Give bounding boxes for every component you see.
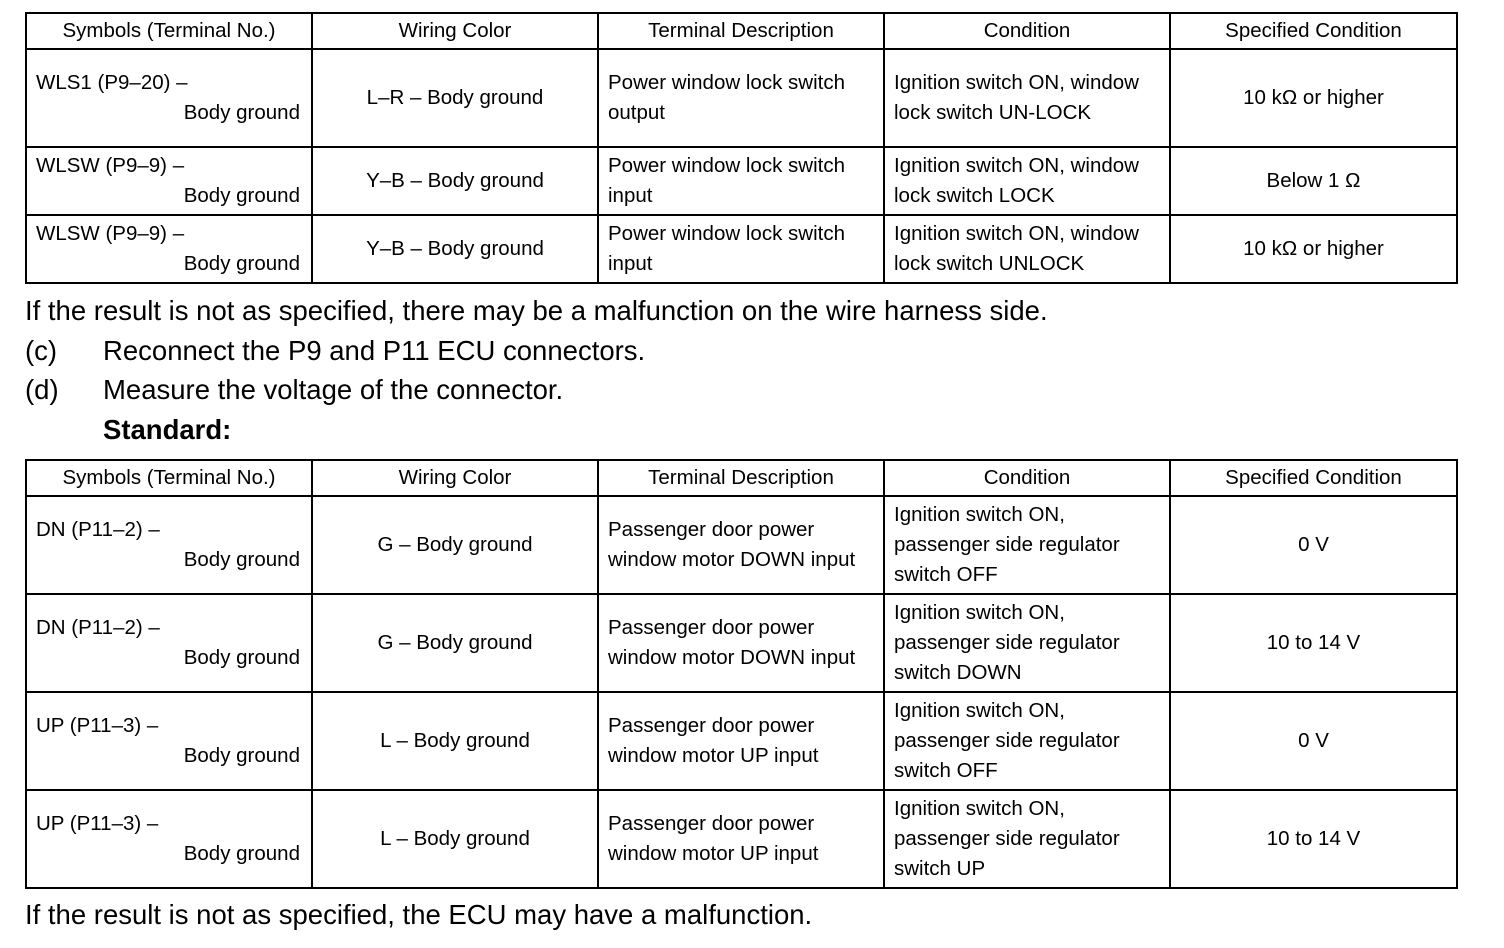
symbol-cell (26, 215, 312, 283)
wiring-color-cell: L–R – Body ground (312, 49, 598, 147)
table-row (26, 692, 1457, 790)
resistance-spec-table (25, 12, 1458, 284)
step-label: (c) (25, 335, 58, 366)
table-row (26, 49, 1457, 147)
symbol-terminal: DN (P11–2) – (36, 518, 160, 541)
specified-condition-cell: 10 to 14 V (1170, 790, 1457, 888)
symbol-ground: Body ground (183, 252, 300, 275)
column-header-wiring-color: Wiring Color (312, 13, 598, 49)
harness-malfunction-note: If the result is not as specified, there may be a malfunction on the wire harness side. (25, 295, 1048, 326)
condition-cell: Ignition switch ON, window lock switch UNLOCK (884, 215, 1170, 283)
symbol-cell (26, 496, 312, 594)
table-header-row (26, 13, 1457, 49)
condition-cell: Ignition switch ON, passenger side regulator switch DOWN (884, 594, 1170, 692)
condition-cell: Ignition switch ON, passenger side regulator switch OFF (884, 496, 1170, 594)
specified-condition-cell: 10 kΩ or higher (1170, 215, 1457, 283)
specified-condition-cell: 10 to 14 V (1170, 594, 1457, 692)
wiring-color-cell: L – Body ground (312, 692, 598, 790)
symbol-terminal: WLSW (P9–9) – (36, 222, 185, 245)
terminal-description-cell: Passenger door power window motor UP input (598, 692, 884, 790)
terminal-description-cell: Power window lock switch input (598, 215, 884, 283)
terminal-description-cell: Power window lock switch output (598, 49, 884, 147)
specified-condition-cell: 10 kΩ or higher (1170, 49, 1457, 147)
specified-condition-cell: 0 V (1170, 496, 1457, 594)
column-header-wiring-color: Wiring Color (312, 460, 598, 496)
wiring-color-cell: G – Body ground (312, 594, 598, 692)
terminal-description-cell: Power window lock switch input (598, 147, 884, 215)
symbol-ground: Body ground (183, 646, 300, 669)
symbol-ground: Body ground (183, 744, 300, 767)
symbol-ground: Body ground (183, 101, 300, 124)
table-row (26, 790, 1457, 888)
voltage-spec-table (25, 459, 1458, 889)
wiring-color-cell: Y–B – Body ground (312, 215, 598, 283)
column-header-terminal-description: Terminal Description (598, 460, 884, 496)
symbol-cell (26, 147, 312, 215)
symbol-cell (26, 49, 312, 147)
condition-cell: Ignition switch ON, passenger side regulator switch UP (884, 790, 1170, 888)
table-header-row (26, 460, 1457, 496)
symbol-terminal: WLS1 (P9–20) – (36, 71, 188, 94)
wiring-color-cell: L – Body ground (312, 790, 598, 888)
table-row (26, 594, 1457, 692)
symbol-terminal: UP (P11–3) – (36, 812, 159, 835)
condition-cell: Ignition switch ON, window lock switch UN-LOCK (884, 49, 1170, 147)
symbol-cell (26, 692, 312, 790)
table-row (26, 147, 1457, 215)
symbol-terminal: WLSW (P9–9) – (36, 154, 185, 177)
step-text: Measure the voltage of the connector. (103, 374, 564, 405)
terminal-description-cell: Passenger door power window motor DOWN input (598, 496, 884, 594)
table-row (26, 496, 1457, 594)
column-header-specified-condition: Specified Condition (1170, 460, 1457, 496)
symbol-terminal: UP (P11–3) – (36, 714, 159, 737)
terminal-description-cell: Passenger door power window motor DOWN input (598, 594, 884, 692)
symbol-terminal: DN (P11–2) – (36, 616, 160, 639)
step-label: (d) (25, 374, 59, 405)
specified-condition-cell: Below 1 Ω (1170, 147, 1457, 215)
wiring-color-cell: Y–B – Body ground (312, 147, 598, 215)
step-text: Reconnect the P9 and P11 ECU connectors. (103, 335, 646, 366)
column-header-specified-condition: Specified Condition (1170, 13, 1457, 49)
column-header-symbols: Symbols (Terminal No.) (26, 460, 312, 496)
symbol-ground: Body ground (183, 548, 300, 571)
symbol-cell (26, 594, 312, 692)
symbol-ground: Body ground (183, 184, 300, 207)
wiring-color-cell: G – Body ground (312, 496, 598, 594)
terminal-description-cell: Passenger door power window motor UP input (598, 790, 884, 888)
condition-cell: Ignition switch ON, window lock switch LOCK (884, 147, 1170, 215)
table-row (26, 215, 1457, 283)
specified-condition-cell: 0 V (1170, 692, 1457, 790)
column-header-condition: Condition (884, 13, 1170, 49)
column-header-terminal-description: Terminal Description (598, 13, 884, 49)
ecu-malfunction-note: If the result is not as specified, the ECU may have a malfunction. (25, 899, 813, 930)
column-header-symbols: Symbols (Terminal No.) (26, 13, 312, 49)
symbol-cell (26, 790, 312, 888)
symbol-ground: Body ground (183, 842, 300, 865)
column-header-condition: Condition (884, 460, 1170, 496)
condition-cell: Ignition switch ON, passenger side regulator switch OFF (884, 692, 1170, 790)
standard-heading: Standard: (103, 414, 232, 445)
